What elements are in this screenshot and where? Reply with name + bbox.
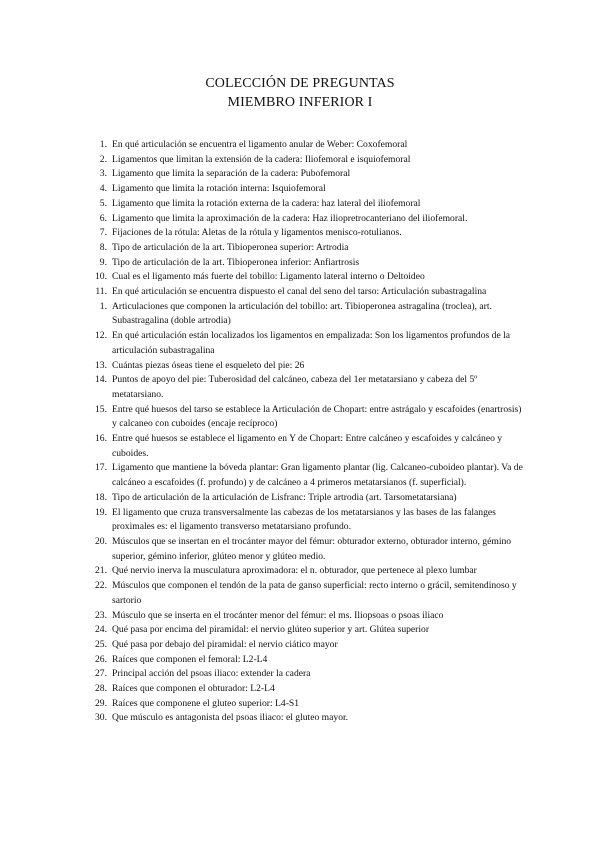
question-item bbox=[92, 167, 528, 182]
question-text: Cuántas piezas óseas tiene el esqueleto del pie: 26 bbox=[112, 359, 305, 371]
document-title: COLECCIÓN DE PREGUNTAS bbox=[205, 76, 395, 91]
question-text: Qué pasa por debajo del piramidal: el nervio ciático mayor bbox=[112, 638, 338, 650]
question-item bbox=[92, 506, 528, 535]
question-item bbox=[92, 153, 528, 168]
question-item bbox=[92, 256, 528, 271]
question-number: 26. bbox=[95, 653, 107, 665]
question-item bbox=[92, 667, 528, 682]
question-item bbox=[92, 623, 528, 638]
question-number: 7. bbox=[99, 227, 107, 239]
question-item bbox=[92, 285, 528, 300]
question-item bbox=[92, 270, 528, 285]
question-text: Músculos que componen el tendón de la pata de ganso superficial: recto interno o grácil, semitendinoso y sartorio bbox=[112, 580, 517, 606]
question-number: 1. bbox=[99, 139, 107, 150]
question-item bbox=[92, 682, 528, 697]
question-number: 17. bbox=[95, 462, 107, 474]
question-text: En qué articulación se encuentra dispuesto el canal del seno del tarso: Articulación subastragalina bbox=[112, 286, 487, 298]
question-item bbox=[92, 711, 528, 726]
question-text: En qué articulación están localizados los ligamentos en empalizada: Son los ligamentos profundos de la articulación subastragalina bbox=[112, 330, 511, 356]
question-text: Tipo de articulación de la art. Tibioperonea inferior: Anfiartrosis bbox=[112, 256, 360, 268]
question-item bbox=[92, 300, 528, 329]
question-text: Puntos de apoyo del pie: Tuberosidad del calcáneo, cabeza del 1er metatarsiano y cabeza del 5º metatarsiano. bbox=[112, 374, 478, 400]
question-item bbox=[92, 653, 528, 668]
question-number: 27. bbox=[95, 668, 107, 680]
question-text: Qué pasa por encima del piramidal: el nervio glúteo superior y art. Glútea superior bbox=[112, 624, 430, 636]
question-number: 14. bbox=[95, 374, 107, 386]
question-text: Tipo de articulación de la art. Tibioperonea superior: Artrodia bbox=[112, 241, 349, 253]
question-list bbox=[92, 138, 528, 726]
question-number: 16. bbox=[95, 433, 107, 445]
question-item bbox=[92, 564, 528, 579]
question-text: Ligamento que limita la rotación interna: Isquiofemoral bbox=[112, 183, 326, 195]
question-number: 15. bbox=[95, 403, 107, 415]
question-text: Músculos que se insertan en el trocánter mayor del fémur: obturador externo, obturador interno, gémino superior, gémino inferior, glúteo menor y glúteo medio. bbox=[112, 535, 512, 562]
question-text: Entre qué huesos del tarso se establece la Articulación de Chopart: entre astrágalo y escafoides (enartrosis) y calcaneo con cuboides (encaje recíproco) bbox=[112, 403, 522, 430]
question-number: 19. bbox=[95, 506, 107, 518]
question-item bbox=[92, 241, 528, 256]
question-text: Ligamento que limita la aproximación de la cadera: Haz iliopretrocanteriano del iliofemoral. bbox=[112, 212, 468, 224]
question-text: Músculo que se inserta en el trocánter menor del fémur: el ms. Iliopsoas o psoas iliaco bbox=[112, 609, 444, 621]
question-item bbox=[92, 226, 528, 241]
question-item bbox=[92, 197, 528, 212]
question-number: 9. bbox=[99, 256, 107, 268]
question-item bbox=[92, 491, 528, 506]
question-item bbox=[92, 212, 528, 227]
question-text: Fijaciones de la rótula: Aletas de la rótula y ligamentos menisco-rotulianos. bbox=[112, 227, 402, 239]
question-number: 11. bbox=[95, 286, 107, 298]
question-text: Qué nervio inerva la musculatura aproximadora: el n. obturador, que pertenece al plexo lumbar bbox=[112, 565, 477, 577]
question-item bbox=[92, 432, 528, 461]
question-number: 23. bbox=[95, 609, 107, 621]
question-text: Articulaciones que componen la articulación del tobillo: art. Tibioperonea astragalina (troclea), art. Subastragalina (doble artrodia) bbox=[112, 300, 492, 327]
question-item bbox=[92, 373, 528, 402]
question-text: Que músculo es antagonista del psoas iliaco: el gluteo mayor. bbox=[112, 712, 349, 724]
question-number: 10. bbox=[95, 271, 107, 283]
question-number: 22. bbox=[95, 580, 107, 592]
question-text: Ligamento que mantiene la bóveda plantar: Gran ligamento plantar (lig. Calcaneo-cuboideo plantar). Va de calcáneo a escafoides (f. profundo) y de calcáneo a 4 primeros metatarsianos (f. superficial). bbox=[112, 462, 523, 489]
question-number: 13. bbox=[95, 359, 107, 371]
question-text: Ligamento que limita la rotación externa de la cadera: haz lateral del iliofemoral bbox=[112, 197, 421, 209]
question-number: 12. bbox=[95, 330, 107, 342]
question-item bbox=[92, 461, 528, 490]
question-number: 6. bbox=[99, 212, 107, 224]
question-number: 4. bbox=[99, 183, 107, 195]
question-text: En qué articulación se encuentra el ligamento anular de Weber: Coxofemoral bbox=[112, 139, 408, 150]
question-text: Raíces que componen el obturador: L2-L4 bbox=[112, 683, 275, 695]
question-text: Raíces que componen el femoral: L2-L4 bbox=[112, 653, 268, 665]
question-number: 3. bbox=[99, 168, 107, 180]
question-item bbox=[92, 182, 528, 197]
question-number: 5. bbox=[99, 197, 107, 209]
question-number: 29. bbox=[95, 697, 107, 709]
question-item bbox=[92, 697, 528, 712]
question-item bbox=[92, 579, 528, 608]
question-number: 8. bbox=[99, 241, 107, 253]
question-number: 18. bbox=[95, 491, 107, 503]
question-item bbox=[92, 609, 528, 624]
question-number: 30. bbox=[95, 712, 107, 724]
question-text: Ligamento que limita la separación de la cadera: Pubofemoral bbox=[112, 168, 351, 180]
question-number: 21. bbox=[95, 565, 107, 577]
question-text: Ligamentos que limitan la extensión de la cadera: Iliofemoral e isquiofemoral bbox=[112, 153, 411, 165]
question-text: Raíces que componene el gluteo superior: L4-S1 bbox=[112, 697, 300, 709]
question-number: 1. bbox=[99, 300, 107, 312]
question-item bbox=[92, 535, 528, 564]
question-text: Principal acción del psoas iliaco: extender la cadera bbox=[112, 668, 311, 680]
question-item bbox=[92, 359, 528, 374]
question-number: 2. bbox=[99, 153, 107, 165]
question-number: 20. bbox=[95, 535, 107, 547]
question-number: 24. bbox=[95, 624, 107, 636]
question-number: 25. bbox=[95, 638, 107, 650]
question-text: Tipo de articulación de la articulación de Lisfranc: Triple artrodia (art. Tarsometatarsiana) bbox=[112, 491, 457, 503]
question-text: Entre qué huesos se establece el ligamento en Y de Chopart: Entre calcáneo y escafoides y calcáneo y cuboides. bbox=[112, 433, 503, 459]
question-item bbox=[92, 403, 528, 432]
question-item bbox=[92, 138, 528, 153]
question-text: Cual es el ligamento más fuerte del tobillo: Ligamento lateral interno o Deltoideo bbox=[112, 271, 425, 283]
document-subtitle: MIEMBRO INFERIOR I bbox=[227, 95, 373, 110]
question-item bbox=[92, 329, 528, 358]
document-header bbox=[0, 74, 600, 112]
question-text: El ligamento que cruza transversalmente las cabezas de los metatarsianos y las bases de las falanges proximales es: el ligamento transverso metatarsiano profundo. bbox=[112, 506, 496, 533]
question-item bbox=[92, 638, 528, 653]
question-number: 28. bbox=[95, 683, 107, 695]
